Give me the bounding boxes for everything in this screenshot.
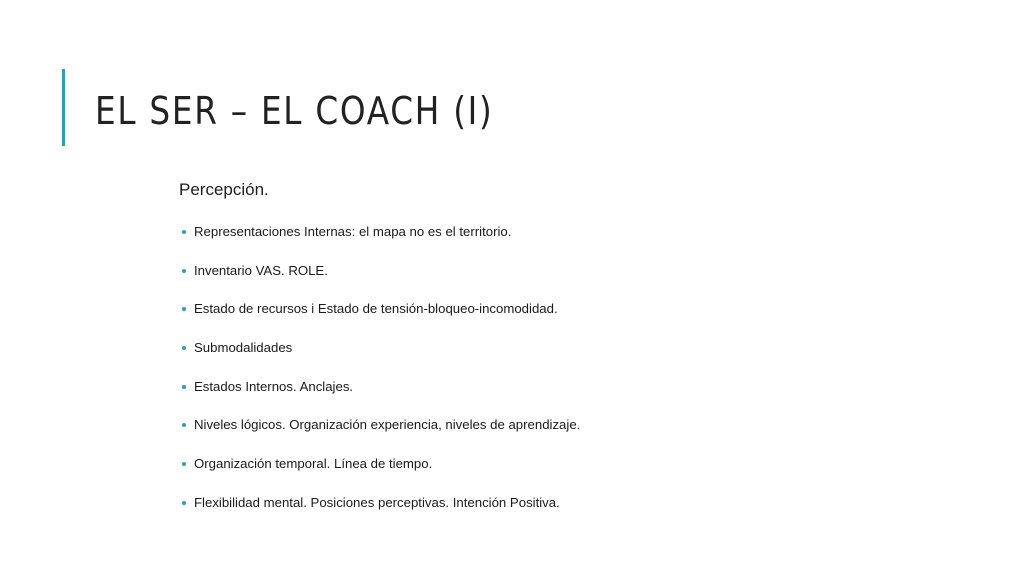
title-accent-bar [62, 69, 65, 146]
bullet-dot-icon [182, 230, 186, 234]
bullet-dot-icon [182, 385, 186, 389]
slide-subtitle: Percepción. [179, 180, 269, 199]
slide-title: EL SER – EL COACH (I) [95, 89, 494, 133]
bullet-text: Estado de recursos i Estado de tensión-bloqueo-incomodidad. [194, 301, 558, 317]
bullet-dot-icon [182, 462, 186, 466]
bullet-dot-icon [182, 346, 186, 350]
bullet-dot-icon [182, 501, 186, 505]
bullet-text: Estados Internos. Anclajes. [194, 378, 354, 394]
bullet-text: Niveles lógicos. Organización experiencia, niveles de aprendizaje. [194, 417, 581, 433]
bullet-text: Flexibilidad mental. Posiciones perceptivas. Intención Positiva. [194, 494, 560, 510]
bullet-text: Submodalidades [194, 340, 293, 356]
bullet-text: Inventario VAS. ROLE. [194, 262, 328, 278]
bullet-dot-icon [182, 269, 186, 273]
bullet-text: Organización temporal. Línea de tiempo. [194, 456, 433, 472]
bullet-text: Representaciones Internas: el mapa no es el territorio. [194, 224, 512, 239]
bullet-dot-icon [182, 307, 186, 311]
bullet-dot-icon [182, 423, 186, 427]
